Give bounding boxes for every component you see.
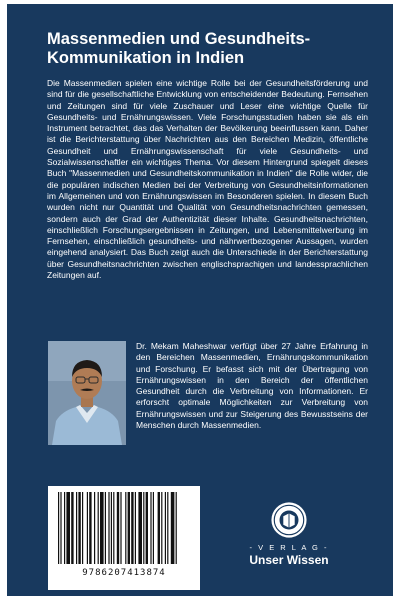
barcode-bar xyxy=(125,492,126,564)
barcode-bar xyxy=(167,492,168,564)
barcode-bar xyxy=(105,492,106,564)
barcode-bar xyxy=(66,492,70,564)
back-cover xyxy=(7,4,393,596)
barcode-bar xyxy=(78,492,80,564)
barcode-bar xyxy=(120,492,121,564)
barcode-bar xyxy=(138,492,142,564)
barcode-bar xyxy=(171,492,175,564)
barcode-bar xyxy=(150,492,151,564)
barcode-bar xyxy=(143,492,144,564)
author-portrait-icon xyxy=(48,341,126,445)
book-blurb: Die Massenmedien spielen eine wichtige Rolle bei der Gesundheitsförderung und sind für die gesellschaftliche Entwicklung von entscheidender Bedeutung. Fernsehen und Zeitungen sind für viele Zuschauer und Leser eine wichtige Quelle für Gesundheits- und Ernährungswissen. Viele Forschungsstudien haben sie als ein Instrument betrachtet, das das Verhalten der Bevölkerung beeinflussen kann. Daher ist die Berichterstattung über Nachrichten aus den Bereichen Medizin, öffentliche Gesundheit und Ernährungswissenschaft für viele Gesundheits- und Sozialwissenschaftler ein wichtiges Thema. Vor diesem Hintergrund spiegelt dieses Buch "Massenmedien und Gesundheitskommunikation in Indien" die Rolle wider, die die populären indischen Medien bei der Verbreitung von Gesundheitsinformationen im Allgemeinen und von Ernährungswissen im Besonderen spielen. In diesem Buch wurden nicht nur Quantität und Qualität von Gesundheitsnachrichten gemessen, sondern auch der Grad der Authentizität dieser Inhalte. Gesundheitsnachrichten, einschließlich Forschungsergebnissen in Zeitungen, und Lebensmittelwerbung im Fernsehen, einschließlich gesundheits- und nährwertbezogener Aussagen, wurden eingehend analysiert. Das Buch zeigt auch die Unterschiede in der Berichterstattung über Gesundheitsnachrichten zwischen englischsprachigen und landessprachlichen Zeitungen auf. xyxy=(47,78,368,281)
barcode-bar xyxy=(89,492,91,564)
verlag-label: - V E R L A G - xyxy=(249,543,329,552)
barcode-bar xyxy=(176,492,177,564)
barcode xyxy=(48,486,200,590)
author-bio: Dr. Mekam Maheshwar verfügt über 27 Jahre Erfahrung in den Bereichen Massenmedien, Ernährungskommunikation und Forschung. Er befasst sich mit der Übertragung von Ernährungswissen in den Bereich der öffentlichen Gesundheit durch die Verbreitung von Informationen. Er erforscht optimale Möglichkeiten zur Verbreitung von Ernährungswissen und zur Steigerung des Bewusstseins der Menschen durch Massenmedien. xyxy=(136,341,368,431)
barcode-bar xyxy=(94,492,95,564)
author-photo xyxy=(48,341,126,445)
barcode-bars xyxy=(48,486,200,566)
barcode-bar xyxy=(161,492,162,564)
barcode-bar xyxy=(58,492,59,564)
barcode-bar xyxy=(146,492,148,564)
barcode-bar xyxy=(158,492,160,564)
barcode-bar xyxy=(111,492,112,564)
barcode-bar xyxy=(76,492,77,564)
barcode-bar xyxy=(113,492,114,564)
isbn-number: 9786207413874 xyxy=(82,568,166,578)
barcode-bar xyxy=(108,492,109,564)
publisher-block xyxy=(225,501,353,585)
barcode-bar xyxy=(100,492,104,564)
publisher-name: Unser Wissen xyxy=(249,553,329,567)
barcode-bar xyxy=(98,492,99,564)
barcode-bar xyxy=(153,492,154,564)
barcode-bar xyxy=(60,492,61,564)
barcode-bar xyxy=(87,492,88,564)
barcode-bar xyxy=(64,492,65,564)
barcode-bar xyxy=(117,492,119,564)
book-title: Massenmedien und Gesundheits-Kommunikation in Indien xyxy=(47,30,311,67)
publisher-seal-icon xyxy=(270,501,308,539)
barcode-bar xyxy=(82,492,83,564)
barcode-bar xyxy=(71,492,73,564)
barcode-bar xyxy=(131,492,133,564)
barcode-bar xyxy=(165,492,166,564)
barcode-bar xyxy=(128,492,130,564)
barcode-bar xyxy=(135,492,136,564)
